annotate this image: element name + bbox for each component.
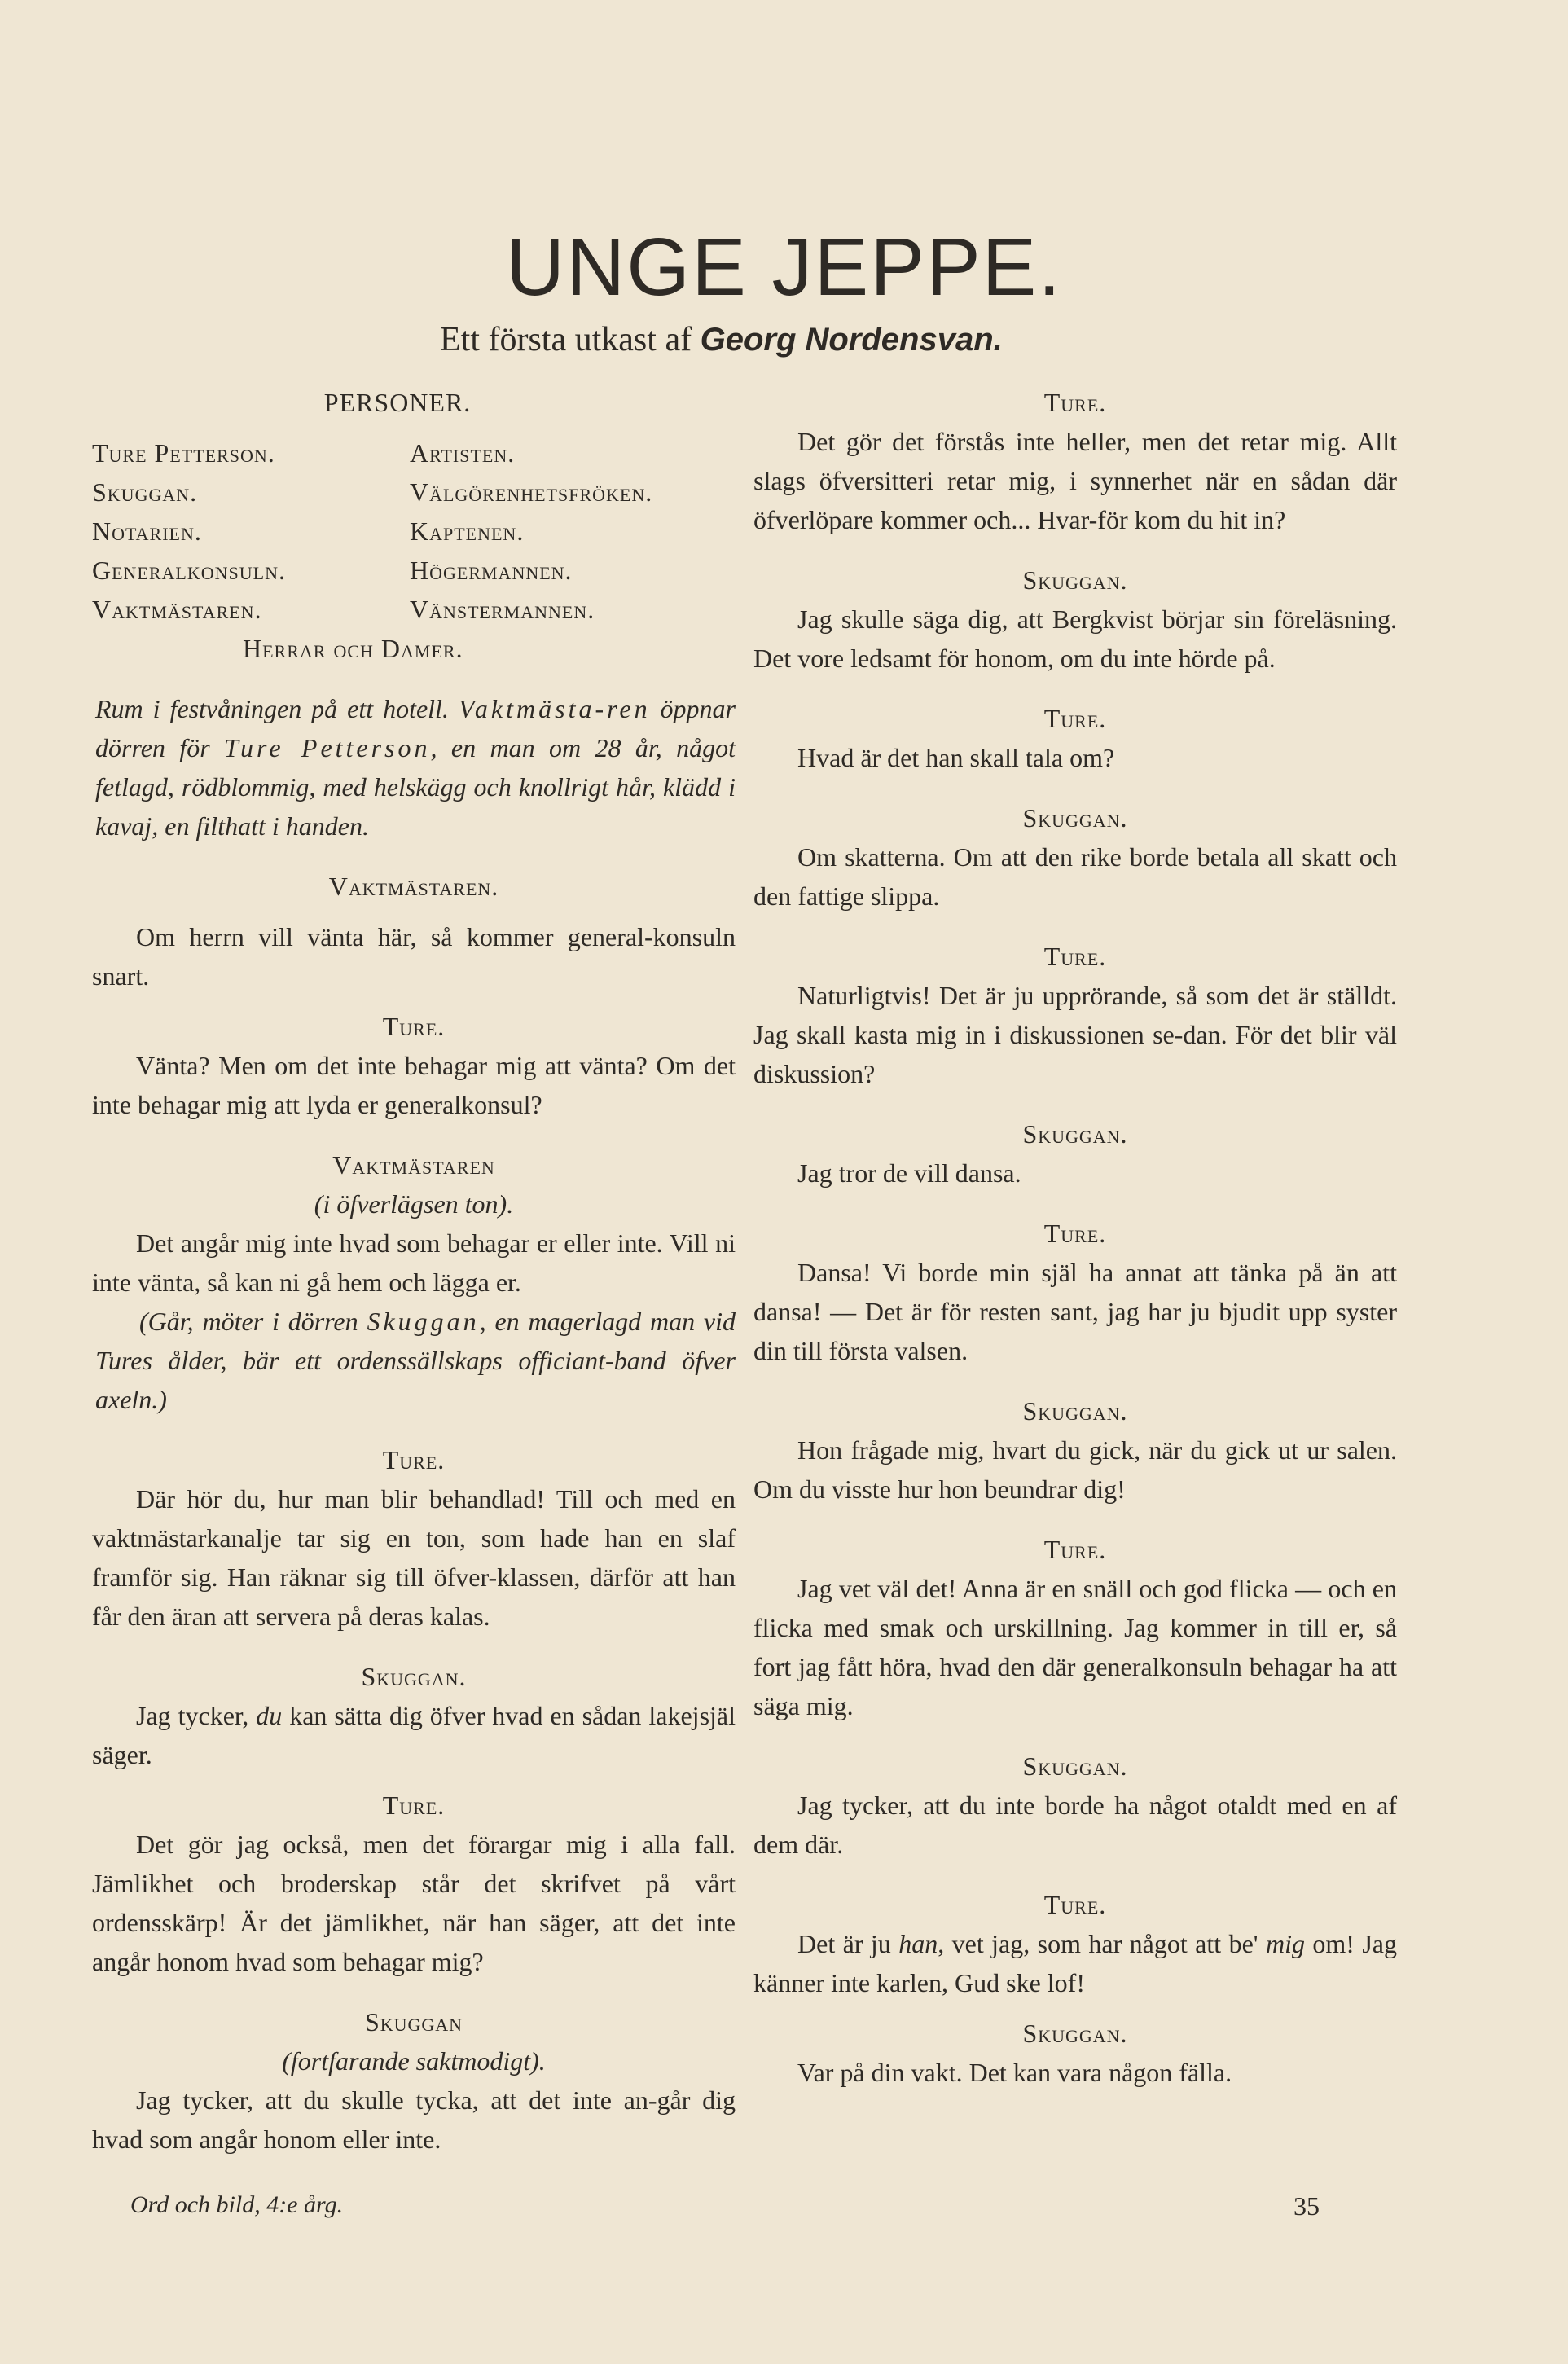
speaker-label: Ture. [1043, 388, 1107, 417]
speaker-label: Ture. [1043, 942, 1107, 971]
stage-direction: (Går, möter i dörren Skuggan, en magerlagd man vid Tures ålder, bär ett ordenssällskaps officiant-band öfver axeln.) [95, 1307, 736, 1414]
dialogue-line: Jag vet väl det! Anna är en snäll och god flicka — och en flicka med smak och urskillning. Jag kommer in till er, så fort jag fått höra, hvad den där generalkonsuln behagar ha att säga mig. [753, 1574, 1397, 1720]
dialogue-line: Det är ju han, vet jag, som har något att be' mig om! Jag känner inte karlen, Gud ske lof! [753, 1929, 1398, 1997]
cast-item: Högermannen. [410, 556, 573, 585]
stage-direction: (i öfverlägsen ton). [314, 1189, 514, 1219]
dialogue-line: Jag tror de vill dansa. [797, 1158, 1021, 1188]
cast-item: Notarien. [92, 516, 202, 546]
speaker-label: Skuggan. [361, 1662, 467, 1691]
cast-item: Vaktmästaren. [92, 595, 262, 624]
speaker-label: Vaktmästaren [332, 1150, 495, 1180]
dialogue-line: Jag tycker, att du inte borde ha något otaldt med en af dem där. [753, 1791, 1397, 1859]
right-column [753, 383, 1397, 2092]
speaker-label: Ture. [1043, 1890, 1107, 1919]
dialogue-line: Det gör jag också, men det förargar mig i alla fall. Jämlikhet och broderskap står det skrifvet på vårt ordensskärp! Är det jämlikhet, när han säger, att det inte angår honom hvad som behagar mig? [92, 1830, 736, 1976]
dialogue-line: Jag skulle säga dig, att Bergkvist börjar sin föreläsning. Det vore ledsamt för honom, om du inte hörde på. [753, 604, 1397, 673]
speaker-label: Skuggan. [1022, 803, 1128, 833]
dialogue-line: Jag tycker, att du skulle tycka, att det inte an-går dig hvad som angår honom eller inte. [92, 2085, 736, 2154]
dialogue-line: Hvad är det han skall tala om? [797, 743, 1115, 772]
play-title: UNGE JEPPE. [505, 222, 1063, 313]
dialogue-line: Det gör det förstås inte heller, men det retar mig. Allt slags öfversitteri retar mig, i synnerhet när en sådan där öfverlöpare kommer och... Hvar-för kom du hit in? [753, 427, 1397, 534]
speaker-label: Ture. [382, 1445, 446, 1474]
speaker-label: Vaktmästaren. [328, 872, 499, 901]
cast-item: Artisten. [410, 438, 516, 468]
author-name: Georg Nordensvan. [700, 322, 1003, 358]
stage-direction-intro: Rum i festvåningen på ett hotell. Vaktmästa-ren öppnar dörren för Ture Petterson, en man om 28 år, något fetlagd, rödblommig, med helskägg och knollrigt hår, klädd i kavaj, en filthatt i handen. [95, 694, 736, 841]
speaker-label: Skuggan [364, 2007, 463, 2037]
cast-item: Vänstermannen. [410, 595, 595, 624]
cast-item: Kaptenen. [410, 516, 525, 546]
speaker-label: Skuggan. [1022, 1751, 1128, 1781]
left-column [92, 383, 736, 2159]
dialogue-line: Naturligtvis! Det är ju upprörande, så som det är ställdt. Jag skall kasta mig in i diskussionen se-dan. För det blir väl diskussion? [753, 981, 1397, 1088]
page-number: 35 [1293, 2191, 1320, 2221]
dialogue-line: Var på din vakt. Det kan vara någon fälla. [797, 2058, 1232, 2087]
dialogue-line: Om skatterna. Om att den rike borde betala all skatt och den fattige slippa. [753, 842, 1397, 911]
cast-footer: Herrar och Damer. [243, 634, 463, 663]
speaker-label: Skuggan. [1022, 565, 1128, 595]
speaker-label: Ture. [382, 1791, 446, 1820]
speaker-label: Ture. [382, 1012, 446, 1041]
subtitle [440, 323, 1003, 357]
cast-item: Ture Petterson. [92, 438, 275, 468]
speaker-label: Skuggan. [1022, 1119, 1128, 1149]
journal-footer: Ord och bild, 4:e årg. [130, 2191, 344, 2218]
speaker-label: Ture. [1043, 704, 1107, 733]
dialogue-line: Hon frågade mig, hvart du gick, när du gick ut ur salen. Om du visste hur hon beundrar dig! [753, 1435, 1397, 1504]
subtitle-prefix: Ett första utkast af [440, 321, 692, 358]
cast-item: Skuggan. [92, 477, 198, 507]
dialogue-line: Vänta? Men om det inte behagar mig att vänta? Om det inte behagar mig att lyda er generalkonsul? [92, 1051, 736, 1119]
dialogue-line: Det angår mig inte hvad som behagar er eller inte. Vill ni inte vänta, så kan ni gå hem och lägga er. [92, 1228, 736, 1297]
dialogue-line: Dansa! Vi borde min själ ha annat att tänka på än att dansa! — Det är för resten sant, jag har ju bjudit upp syster din till första valsen. [753, 1258, 1397, 1365]
cast-item: Välgörenhetsfröken. [410, 477, 653, 507]
cast-item: Generalkonsuln. [92, 556, 286, 585]
dialogue-line: Där hör du, hur man blir behandlad! Till och med en vaktmästarkanalje tar sig en ton, som hade han en slaf framför sig. Han räknar sig till öfver-klassen, därför att han får den äran att servera på deras kalas. [92, 1484, 736, 1631]
speaker-label: Skuggan. [1022, 2019, 1128, 2048]
speaker-label: Ture. [1043, 1535, 1107, 1564]
speaker-label: Ture. [1043, 1219, 1107, 1248]
dialogue-line: Jag tycker, du kan sätta dig öfver hvad en sådan lakejsjäl säger. [92, 1701, 736, 1769]
cast-list [92, 433, 736, 629]
dialogue-line: Om herrn vill vänta här, så kommer general-konsuln snart. [92, 922, 736, 991]
personer-heading: PERSONER. [323, 388, 472, 417]
stage-direction: (fortfarande saktmodigt). [282, 2046, 546, 2076]
speaker-label: Skuggan. [1022, 1396, 1128, 1426]
